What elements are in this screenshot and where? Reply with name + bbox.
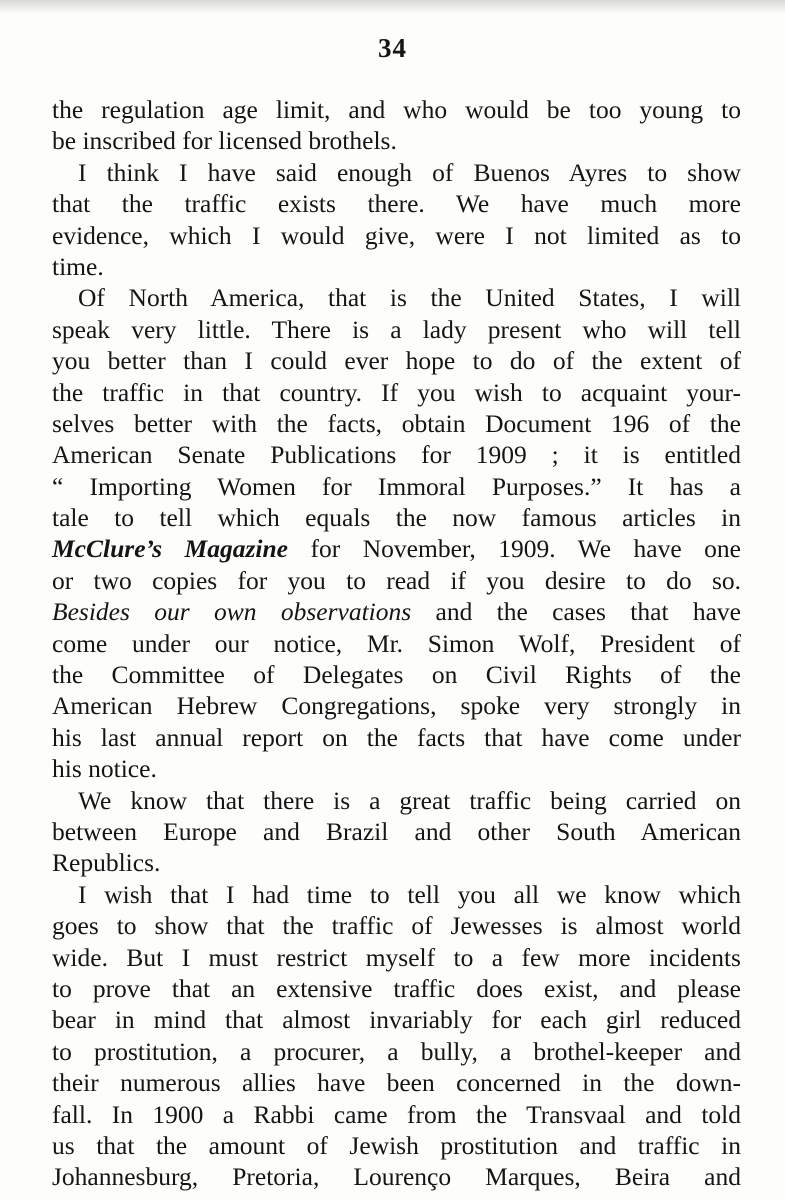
text-line	[52, 1130, 741, 1161]
text-line	[52, 722, 741, 753]
text-line	[52, 1099, 741, 1130]
body-text	[52, 94, 741, 1193]
text-line	[52, 1036, 741, 1067]
line-text: his last annual report on the facts that have come under	[52, 722, 741, 752]
italic-text: McClure’s Magazine	[52, 534, 288, 564]
text-line	[52, 816, 741, 847]
text-line	[52, 188, 741, 219]
line-text: come under our notice, Mr. Simon Wolf, President of	[52, 628, 741, 658]
line-text: for November, 1909. We have one	[287, 534, 741, 564]
text-line	[52, 125, 741, 156]
text-line	[52, 659, 741, 690]
line-text: goes to show that the traffic of Jewesses is almost world	[52, 911, 741, 941]
line-text: be inscribed for licensed brothels.	[52, 126, 397, 156]
line-text: wide. But I must restrict myself to a few more incidents	[52, 942, 741, 972]
line-text: their numerous allies have been concerned in the down-	[52, 1068, 741, 1098]
line-text: the traffic in that country. If you wish to acquaint your-	[52, 377, 741, 407]
text-line	[52, 973, 741, 1004]
line-text: or two copies for you to read if you desire to do so.	[52, 565, 741, 595]
text-line	[52, 1067, 741, 1098]
line-text: Of North America, that is the United States, I will	[78, 283, 741, 313]
text-line	[52, 157, 741, 188]
page-number: 34	[378, 33, 407, 63]
text-line	[52, 847, 741, 878]
text-line	[52, 282, 741, 313]
line-text: speak very little. There is a lady present who will tell	[52, 314, 741, 344]
line-text: We know that there is a great traffic being carried on	[78, 785, 741, 815]
text-line	[52, 596, 741, 627]
text-line	[52, 785, 741, 816]
text-line	[52, 753, 741, 784]
line-text: tale to tell which equals the now famous articles in	[52, 503, 741, 533]
line-text: American Hebrew Congregations, spoke very strongly in	[52, 691, 741, 721]
text-line	[52, 502, 741, 533]
line-text: between Europe and Brazil and other South American	[52, 816, 741, 846]
text-line	[52, 942, 741, 973]
line-text: “ Importing Women for Immoral Purposes.” It has a	[52, 471, 741, 501]
line-text: fall. In 1900 a Rabbi came from the Transvaal and told	[52, 1099, 741, 1129]
line-text: us that the amount of Jewish prostitution and traffic in	[52, 1130, 741, 1160]
text-line	[52, 879, 741, 910]
text-line	[52, 690, 741, 721]
line-text: American Senate Publications for 1909 ; it is entitled	[52, 440, 741, 470]
line-text: I wish that I had time to tell you all we know which	[78, 879, 741, 909]
line-text: evidence, which I would give, were I not limited as to	[52, 220, 741, 250]
line-text: his notice.	[52, 754, 157, 784]
text-line	[52, 94, 741, 125]
line-text: time.	[52, 251, 104, 281]
text-line	[52, 471, 741, 502]
text-line	[52, 910, 741, 941]
text-line	[52, 1004, 741, 1035]
scan-edge-shadow	[0, 0, 785, 14]
line-text: to prostitution, a procurer, a bully, a brothel-keeper and	[52, 1036, 741, 1066]
text-line	[52, 628, 741, 659]
line-text: the regulation age limit, and who would be too young to	[52, 95, 741, 124]
text-line	[52, 220, 741, 251]
line-text: the Committee of Delegates on Civil Rights of the	[52, 660, 741, 690]
text-line	[52, 377, 741, 408]
line-text: Johannesburg, Pretoria, Lourenço Marques, Beira and	[52, 1162, 741, 1192]
line-text: bear in mind that almost invariably for each girl reduced	[52, 1005, 741, 1035]
line-text: Republics.	[52, 848, 161, 878]
text-line	[52, 1161, 741, 1192]
text-line	[52, 439, 741, 470]
text-line	[52, 565, 741, 596]
line-text: to prove that an extensive traffic does exist, and please	[52, 973, 741, 1003]
line-text: that the traffic exists there. We have much more	[52, 189, 741, 219]
line-text: you better than I could ever hope to do of the extent of	[52, 346, 741, 376]
text-line	[52, 314, 741, 345]
text-line	[52, 345, 741, 376]
text-line	[52, 408, 741, 439]
line-text: I think I have said enough of Buenos Ayres to show	[78, 157, 741, 187]
line-text: selves better with the facts, obtain Document 196 of the	[52, 408, 741, 438]
line-text: and the cases that have	[411, 597, 741, 627]
italic-text: Besides our own observations	[52, 597, 412, 627]
text-line	[52, 251, 741, 282]
text-line	[52, 533, 741, 564]
